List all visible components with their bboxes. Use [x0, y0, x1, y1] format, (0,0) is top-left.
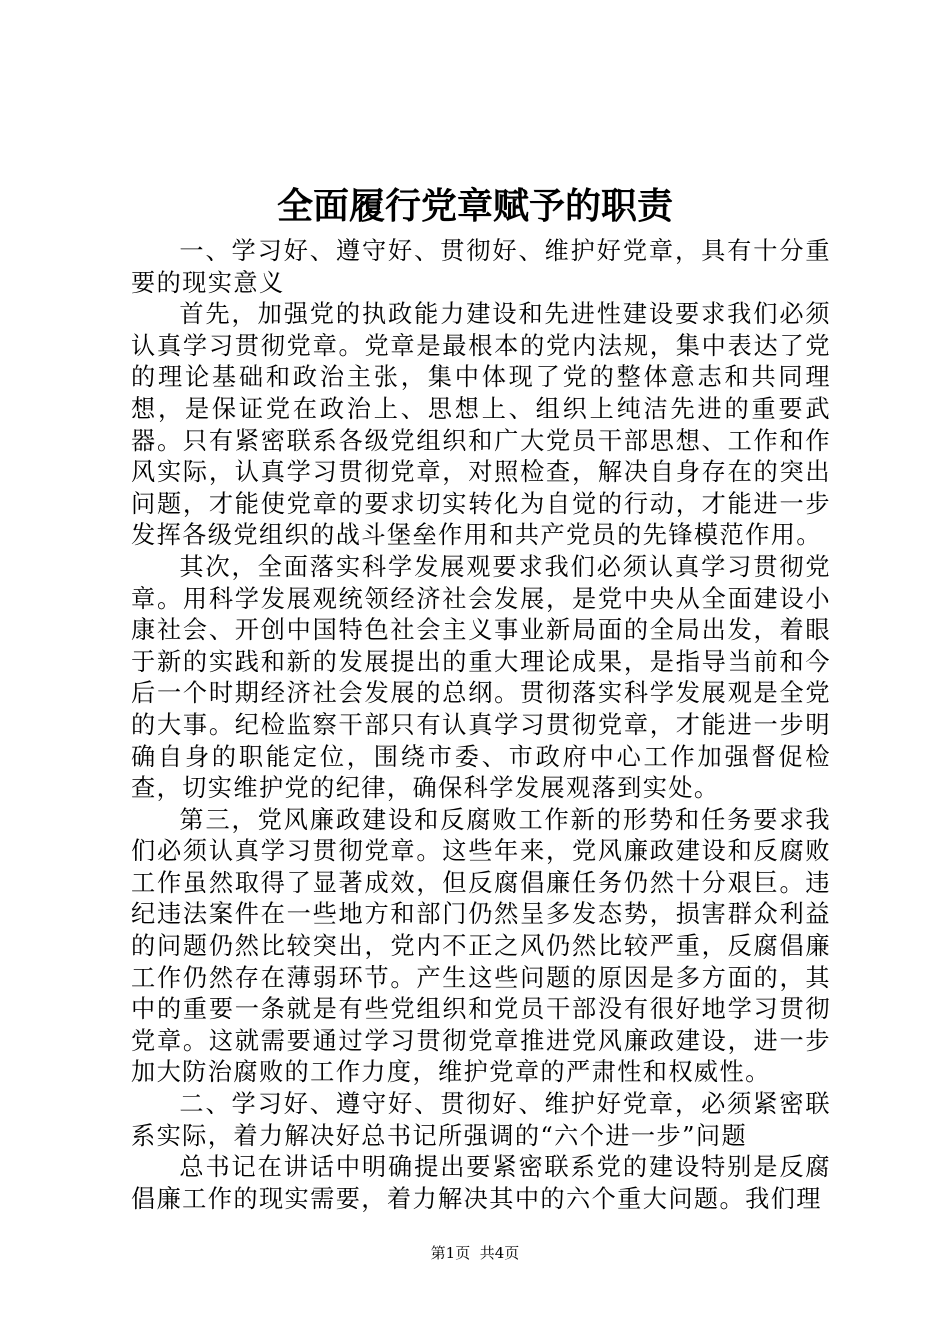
paragraph-heading-2: 二、学习好、遵守好、贯彻好、维护好党章，必须紧密联系实际，着力解决好总书记所强调的“六个进一步”问题 [131, 1090, 831, 1150]
document-title: 全面履行党章赋予的职责 [276, 186, 673, 227]
paragraph-fourth: 总书记在讲话中明确提出要紧密联系党的建设特别是反腐倡廉工作的现实需要，着力解决其中的六个重大问题。我们理 [131, 1153, 831, 1213]
document-body [131, 236, 831, 1215]
paragraph-first: 首先，加强党的执政能力建设和先进性建设要求我们必须认真学习贯彻党章。党章是最根本的党内法规，集中表达了党的理论基础和政治主张，集中体现了党的整体意志和共同理想，是保证党在政治上、思想上、组织上纯洁先进的重要武器。只有紧密联系各级党组织和广大党员干部思想、工作和作风实际，认真学习贯彻党章，对照检查，解决自身存在的突出问题，才能使党章的要求切实转化为自觉的行动，才能进一步发挥各级党组织的战斗堡垒作用和共产党员的先锋模范作用。 [131, 300, 831, 550]
paragraph-third: 第三，党风廉政建设和反腐败工作新的形势和任务要求我们必须认真学习贯彻党章。这些年来，党风廉政建设和反腐败工作虽然取得了显著成效，但反腐倡廉任务仍然十分艰巨。违纪违法案件在一些地方和部门仍然呈多发态势，损害群众利益的问题仍然比较突出，党内不正之风仍然比较严重，反腐倡廉工作仍然存在薄弱环节。产生这些问题的原因是多方面的，其中的重要一条就是有些党组织和党员干部没有很好地学习贯彻党章。这就需要通过学习贯彻党章推进党风廉政建设，进一步加大防治腐败的工作力度，维护党章的严肃性和权威性。 [131, 805, 831, 1087]
paragraph-heading-1: 一、学习好、遵守好、贯彻好、维护好党章，具有十分重要的现实意义 [131, 237, 831, 297]
page-total: 共4页 [479, 1244, 520, 1262]
paragraph-second: 其次，全面落实科学发展观要求我们必须认真学习贯彻党章。用科学发展观统领经济社会发展，是党中央从全面建设小康社会、开创中国特色社会主义事业新局面的全局出发，着眼于新的实践和新的发展提出的重大理论成果，是指导当前和今后一个时期经济社会发展的总纲。贯彻落实科学发展观是全党的大事。纪检监察干部只有认真学习贯彻党章，才能进一步明确自身的职能定位，围绕市委、市政府中心工作加强督促检查，切实维护党的纪律，确保科学发展观落到实处。 [131, 552, 831, 803]
footer-spacer [470, 1244, 480, 1262]
page-number: 第1页 [430, 1244, 471, 1262]
page-footer [0, 1243, 950, 1263]
